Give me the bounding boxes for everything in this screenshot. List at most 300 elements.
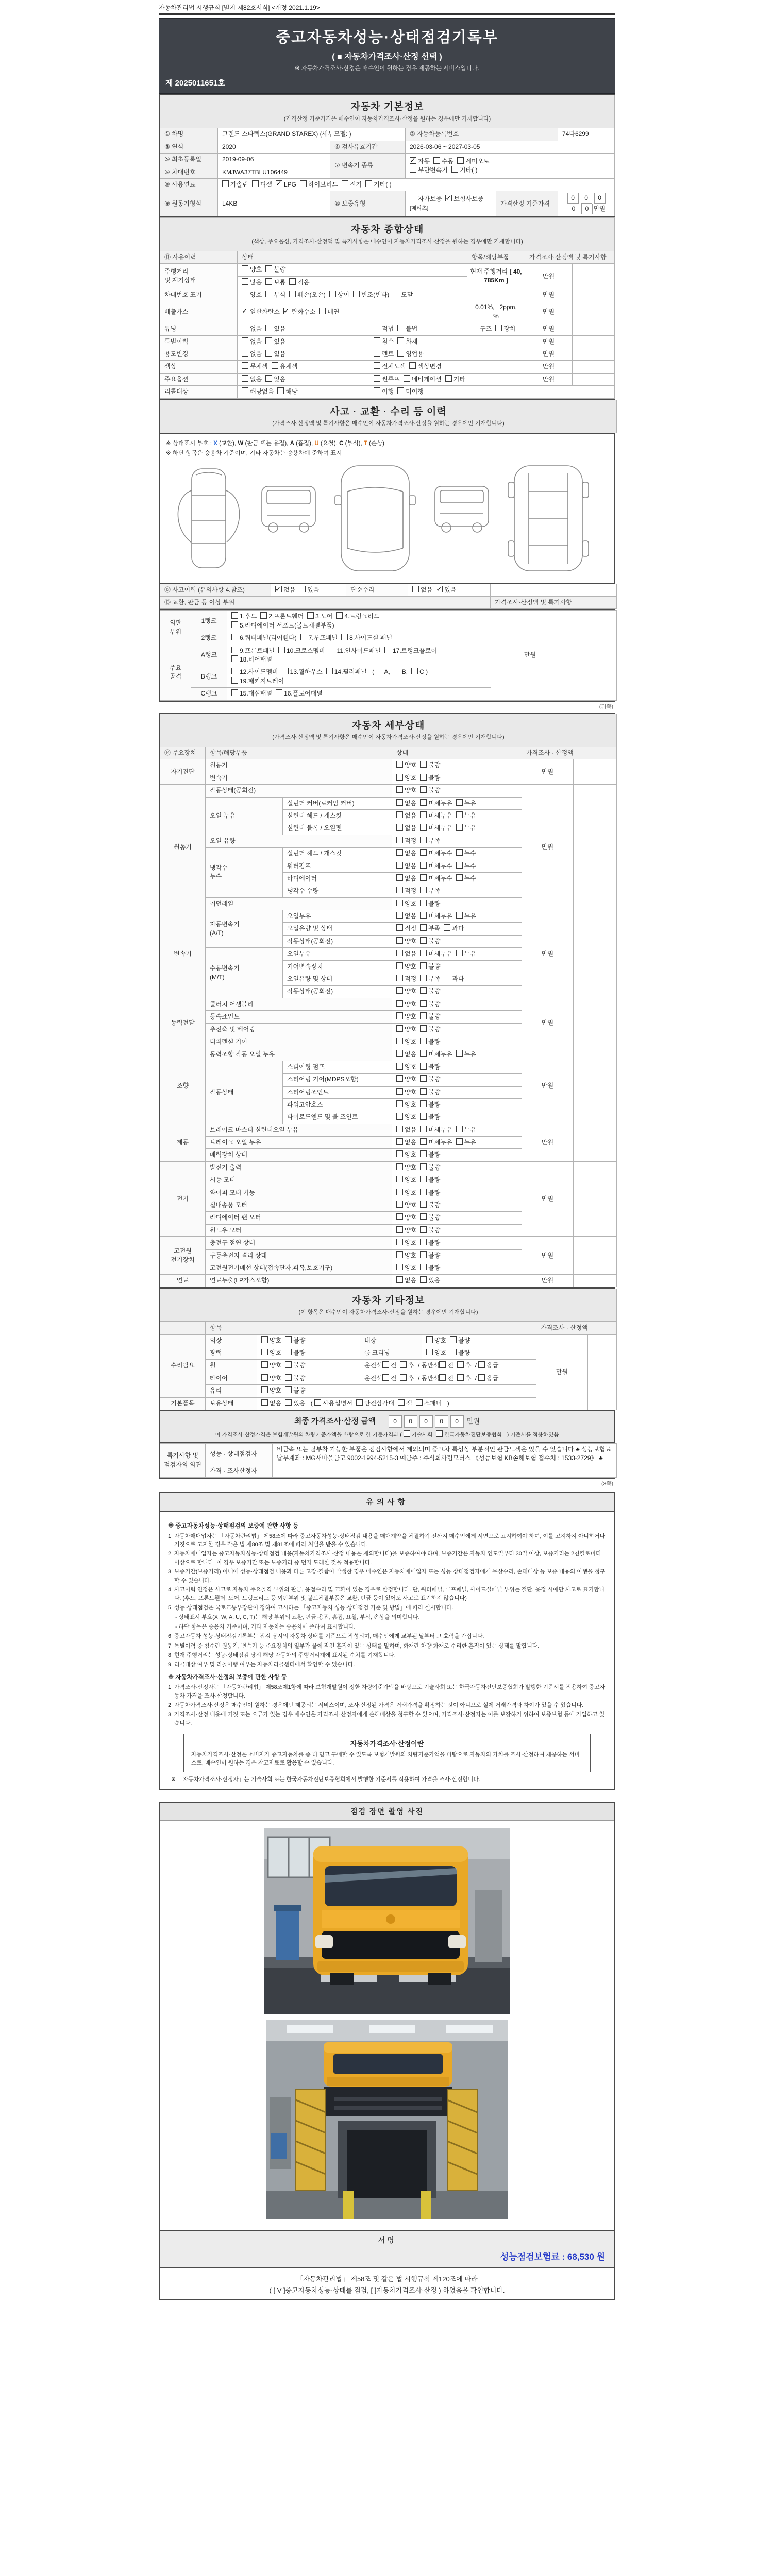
price-survey-info-box bbox=[183, 1734, 591, 1772]
checkbox-unchecked[interactable] bbox=[457, 1374, 464, 1381]
checkbox-unchecked[interactable] bbox=[231, 655, 238, 662]
checkbox-unchecked[interactable] bbox=[272, 362, 278, 369]
checkbox-unchecked[interactable] bbox=[329, 291, 336, 297]
checkbox-label: 양호 bbox=[270, 1387, 282, 1395]
checkbox-unchecked[interactable] bbox=[420, 1000, 427, 1007]
checkbox-unchecked[interactable] bbox=[396, 874, 403, 881]
form-cell bbox=[392, 910, 522, 923]
checkbox-unchecked[interactable] bbox=[420, 799, 427, 806]
checkbox-unchecked[interactable] bbox=[231, 668, 238, 674]
checkbox-unchecked[interactable] bbox=[420, 1100, 427, 1107]
checkbox-unchecked[interactable] bbox=[396, 824, 403, 831]
checkbox-checked[interactable] bbox=[445, 195, 452, 201]
checkbox-unchecked[interactable] bbox=[420, 1126, 427, 1132]
form-cell: 자동변속기 (A/T) bbox=[206, 910, 283, 948]
checkbox-unchecked[interactable] bbox=[439, 1374, 446, 1381]
form-cell bbox=[574, 785, 617, 910]
checkbox-label: 미세누수 bbox=[428, 850, 452, 857]
checkbox-unchecked[interactable] bbox=[396, 1025, 403, 1032]
checkbox-unchecked[interactable] bbox=[242, 387, 248, 394]
checkbox-unchecked[interactable] bbox=[420, 774, 427, 781]
form-cell bbox=[573, 335, 615, 348]
checkbox-unchecked[interactable] bbox=[260, 612, 267, 619]
checkbox-unchecked[interactable] bbox=[420, 1050, 427, 1057]
checkbox-label: 양호 bbox=[405, 1201, 417, 1209]
checkbox-label: 잭 bbox=[406, 1399, 412, 1407]
checkbox-unchecked[interactable] bbox=[396, 924, 403, 931]
checkbox-unchecked[interactable] bbox=[222, 180, 229, 187]
checkbox-unchecked[interactable] bbox=[394, 668, 400, 674]
checkbox-unchecked[interactable] bbox=[299, 586, 306, 592]
checkbox-label: 불량 bbox=[428, 1113, 441, 1121]
form-cell bbox=[574, 1237, 617, 1275]
group-self-diagnosis: 자기진단 bbox=[160, 759, 206, 785]
checkbox-unchecked[interactable] bbox=[261, 1386, 268, 1393]
checkbox-unchecked[interactable] bbox=[444, 975, 450, 981]
checkbox-unchecked[interactable] bbox=[276, 689, 282, 696]
label-base-price: 가격산정 기준가격 bbox=[496, 191, 558, 216]
checkbox-unchecked[interactable] bbox=[300, 634, 307, 640]
checkbox-unchecked[interactable] bbox=[365, 180, 372, 187]
checkbox-unchecked[interactable] bbox=[420, 1075, 427, 1082]
checkbox-unchecked[interactable] bbox=[285, 1399, 292, 1406]
checkbox-label: 불량 bbox=[428, 1063, 441, 1071]
form-cell bbox=[574, 1048, 617, 1124]
checkbox-unchecked[interactable] bbox=[265, 350, 272, 357]
checkbox-unchecked[interactable] bbox=[336, 612, 343, 619]
form-cell: 만원 bbox=[525, 348, 573, 361]
checkbox-unchecked[interactable] bbox=[252, 180, 259, 187]
checkbox-unchecked[interactable] bbox=[396, 937, 403, 944]
checkbox-unchecked[interactable] bbox=[289, 291, 296, 297]
checkbox-unchecked[interactable] bbox=[420, 1012, 427, 1019]
checkbox-checked[interactable] bbox=[242, 308, 248, 314]
checkbox-unchecked[interactable] bbox=[319, 308, 326, 314]
notice-heading: ※ 중고자동차성능·상태점검의 보증에 관한 사항 등 bbox=[168, 1523, 299, 1530]
checkbox-unchecked[interactable] bbox=[420, 975, 427, 981]
checkbox-unchecked[interactable] bbox=[396, 774, 403, 781]
form-cell: 라디에이터 팬 모터 bbox=[206, 1212, 392, 1224]
checkbox-unchecked[interactable] bbox=[396, 1163, 403, 1170]
checkbox-label: 부식 bbox=[274, 291, 286, 299]
checkbox-unchecked[interactable] bbox=[282, 668, 289, 674]
checkbox-unchecked[interactable] bbox=[341, 634, 348, 640]
checkbox-unchecked[interactable] bbox=[261, 1336, 268, 1343]
checkbox-unchecked[interactable] bbox=[396, 1138, 403, 1145]
checkbox-unchecked[interactable] bbox=[285, 1386, 292, 1393]
checkbox-unchecked[interactable] bbox=[285, 1374, 292, 1381]
signature-label: 서명 bbox=[378, 2235, 396, 2244]
label-model-year: ③ 연식 bbox=[160, 141, 218, 153]
checkbox-unchecked[interactable] bbox=[396, 1038, 403, 1044]
checkbox-unchecked[interactable] bbox=[420, 1163, 427, 1170]
checkbox-unchecked[interactable] bbox=[456, 1050, 463, 1057]
checkbox-unchecked[interactable] bbox=[445, 375, 452, 382]
checkbox-unchecked[interactable] bbox=[231, 621, 238, 628]
checkbox-unchecked[interactable] bbox=[396, 987, 403, 994]
checkbox-unchecked[interactable] bbox=[456, 950, 463, 956]
checkbox-checked[interactable] bbox=[275, 586, 282, 592]
checkbox-label: 3.도어 bbox=[315, 613, 333, 620]
checkbox-label: 14.필러패널 bbox=[334, 668, 367, 676]
checkbox-label: 5.라디에이터 서포트(볼트체결부품) bbox=[240, 621, 334, 629]
checkbox-unchecked[interactable] bbox=[374, 387, 380, 394]
form-cell: 오일 누유 bbox=[206, 797, 283, 835]
checkbox-label: 불량 bbox=[293, 1387, 306, 1395]
checkbox-unchecked[interactable] bbox=[242, 265, 248, 272]
checkbox-unchecked[interactable] bbox=[420, 1176, 427, 1182]
checkbox-unchecked[interactable] bbox=[420, 1088, 427, 1095]
label-fuel: ⑧ 사용연료 bbox=[160, 179, 218, 191]
checkbox-label: 누수 bbox=[464, 874, 476, 882]
checkbox-label: 네비게이션 bbox=[411, 375, 442, 383]
checkbox-unchecked[interactable] bbox=[265, 278, 272, 285]
checkbox-unchecked[interactable] bbox=[396, 887, 403, 893]
form-cell bbox=[467, 323, 525, 335]
form-cell: 파워고압호스 bbox=[283, 1098, 392, 1111]
checkbox-unchecked[interactable] bbox=[231, 677, 238, 684]
checkbox-unchecked[interactable] bbox=[242, 325, 248, 331]
checkbox-unchecked[interactable] bbox=[456, 824, 463, 831]
checkbox-unchecked[interactable] bbox=[420, 1113, 427, 1120]
checkbox-label: 양호 bbox=[405, 1214, 417, 1222]
form-cell bbox=[392, 973, 522, 986]
checkbox-unchecked[interactable] bbox=[396, 1264, 403, 1270]
checkbox-unchecked[interactable] bbox=[420, 912, 427, 919]
checkbox-unchecked[interactable] bbox=[396, 1276, 403, 1283]
col-price-note2: 가격조사·산정액 및 특기사항 bbox=[491, 596, 617, 608]
diagram-rear bbox=[435, 486, 489, 527]
row-options: 주요옵션 bbox=[160, 373, 238, 385]
checkbox-label: 썬루프 bbox=[382, 375, 400, 383]
section-title-basic: 자동차 기본정보 (가격산정 기준가격은 매수인이 자동차가격조사·산정을 원하는 경우에만 기재합니다) bbox=[160, 95, 615, 128]
checkbox-unchecked[interactable] bbox=[420, 1138, 427, 1145]
checkbox-unchecked[interactable] bbox=[420, 824, 427, 831]
checkbox-unchecked[interactable] bbox=[456, 849, 463, 856]
checkbox-unchecked[interactable] bbox=[439, 1361, 446, 1368]
form-cell bbox=[392, 1275, 522, 1287]
checkbox-unchecked[interactable] bbox=[420, 1226, 427, 1233]
checkbox-label: 불량 bbox=[428, 937, 441, 945]
checkbox-unchecked[interactable] bbox=[396, 811, 403, 818]
checkbox-unchecked[interactable] bbox=[314, 1399, 321, 1406]
checkbox-unchecked[interactable] bbox=[478, 1361, 485, 1368]
checkbox-unchecked[interactable] bbox=[353, 291, 360, 297]
checkbox-unchecked[interactable] bbox=[433, 157, 440, 164]
form-cell: 항목/해당부품 bbox=[206, 747, 392, 759]
checkbox-unchecked[interactable] bbox=[278, 647, 285, 653]
checkbox-label: 하이브리드 bbox=[308, 181, 338, 189]
form-cell bbox=[369, 386, 525, 398]
checkbox-label: 보통 bbox=[274, 278, 286, 286]
price-digit-box: 0 bbox=[404, 1415, 417, 1428]
checkbox-label: 부족 bbox=[428, 925, 441, 933]
checkbox-unchecked[interactable] bbox=[374, 350, 380, 357]
checkbox-unchecked[interactable] bbox=[398, 1399, 405, 1406]
checkbox-unchecked[interactable] bbox=[436, 1430, 443, 1437]
checkbox-unchecked[interactable] bbox=[420, 837, 427, 843]
checkbox-unchecked[interactable] bbox=[457, 1361, 464, 1368]
checkbox-unchecked[interactable] bbox=[396, 1113, 403, 1120]
checkbox-unchecked[interactable] bbox=[420, 1189, 427, 1195]
checkbox-unchecked[interactable] bbox=[374, 375, 380, 382]
checkbox-unchecked[interactable] bbox=[285, 1349, 292, 1355]
checkbox-unchecked[interactable] bbox=[420, 1213, 427, 1220]
checkbox-unchecked[interactable] bbox=[396, 1012, 403, 1019]
checkbox-unchecked[interactable] bbox=[396, 1176, 403, 1182]
checkbox-unchecked[interactable] bbox=[456, 1126, 463, 1132]
checkbox-unchecked[interactable] bbox=[410, 195, 416, 201]
checkbox-unchecked[interactable] bbox=[396, 1226, 403, 1233]
checkbox-unchecked[interactable] bbox=[420, 849, 427, 856]
checkbox-unchecked[interactable] bbox=[393, 291, 399, 297]
car-diagram bbox=[165, 460, 609, 577]
form-cell: 수동변속기 (M/T) bbox=[206, 948, 283, 998]
checkbox-unchecked[interactable] bbox=[242, 291, 248, 297]
checkbox-unchecked[interactable] bbox=[231, 689, 238, 696]
checkbox-unchecked[interactable] bbox=[397, 337, 404, 344]
checkbox-unchecked[interactable] bbox=[396, 1150, 403, 1157]
checkbox-unchecked[interactable] bbox=[420, 937, 427, 944]
form-cell: 없음 있음 ( 사용설명서 안전삼각대 잭 스패너 ) bbox=[257, 1397, 536, 1410]
checkbox-unchecked[interactable] bbox=[277, 387, 284, 394]
form-cell bbox=[392, 1098, 522, 1111]
checkbox-unchecked[interactable] bbox=[420, 1201, 427, 1208]
checkbox-label: 많음 bbox=[250, 278, 262, 286]
checkbox-label: 4.트렁크리드 bbox=[344, 613, 380, 620]
checkbox-unchecked[interactable] bbox=[285, 1336, 292, 1343]
checkbox-unchecked[interactable] bbox=[397, 325, 404, 331]
checkbox-unchecked[interactable] bbox=[374, 337, 380, 344]
checkbox-unchecked[interactable] bbox=[265, 291, 272, 297]
checkbox-unchecked[interactable] bbox=[242, 362, 248, 369]
checkbox-label: 양호 bbox=[250, 266, 262, 274]
checkbox-unchecked[interactable] bbox=[265, 337, 272, 344]
form-cell: 룸 크리닝 bbox=[360, 1347, 422, 1360]
form-cell bbox=[238, 348, 369, 361]
checkbox-unchecked[interactable] bbox=[265, 265, 272, 272]
checkbox-unchecked[interactable] bbox=[420, 887, 427, 893]
notice-line: 2. 자동차가격조사·산정은 매수인이 원하는 경우에만 제공되는 서비스이며, 조사·산정된 가격은 거래가격을 확정하는 것이 아니므로 실제 거래가격과 차이가 있을 수 있습니다. bbox=[168, 1702, 584, 1709]
checkbox-unchecked[interactable] bbox=[420, 1276, 427, 1283]
checkbox-unchecked[interactable] bbox=[396, 1213, 403, 1220]
checkbox-label: 누수 bbox=[464, 850, 476, 857]
inspection-photo-1 bbox=[264, 1828, 510, 2014]
checkbox-unchecked[interactable] bbox=[396, 1201, 403, 1208]
checkbox-unchecked[interactable] bbox=[289, 278, 296, 285]
checkbox-label: 적정 bbox=[405, 975, 417, 983]
checkbox-unchecked[interactable] bbox=[420, 1264, 427, 1270]
checkbox-unchecked[interactable] bbox=[231, 647, 238, 653]
checkbox-unchecked[interactable] bbox=[456, 811, 463, 818]
checkbox-unchecked[interactable] bbox=[382, 1361, 389, 1368]
form-cell bbox=[238, 386, 369, 398]
checkbox-unchecked[interactable] bbox=[396, 837, 403, 843]
checkbox-unchecked[interactable] bbox=[420, 761, 427, 768]
checkbox-unchecked[interactable] bbox=[426, 1349, 433, 1355]
checkbox-unchecked[interactable] bbox=[329, 647, 335, 653]
checkbox-unchecked[interactable] bbox=[416, 1399, 423, 1406]
checkbox-unchecked[interactable] bbox=[376, 668, 382, 674]
checkbox-label: 있음 bbox=[274, 350, 286, 358]
checkbox-unchecked[interactable] bbox=[420, 1063, 427, 1070]
checkbox-checked[interactable] bbox=[283, 308, 290, 314]
form-cell bbox=[392, 1048, 522, 1061]
checkbox-unchecked[interactable] bbox=[396, 1239, 403, 1245]
checkbox-checked[interactable] bbox=[276, 180, 282, 187]
checkbox-unchecked[interactable] bbox=[396, 799, 403, 806]
checkbox-label: 누유 bbox=[464, 1050, 476, 1058]
checkbox-unchecked[interactable] bbox=[396, 975, 403, 981]
checkbox-unchecked[interactable] bbox=[242, 337, 248, 344]
checkbox-unchecked[interactable] bbox=[265, 375, 272, 382]
checkbox-unchecked[interactable] bbox=[307, 612, 314, 619]
checkbox-unchecked[interactable] bbox=[396, 950, 403, 956]
checkbox-unchecked[interactable] bbox=[404, 1430, 410, 1437]
checkbox-unchecked[interactable] bbox=[472, 325, 478, 331]
checkbox-unchecked[interactable] bbox=[420, 1025, 427, 1032]
checkbox-unchecked[interactable] bbox=[242, 375, 248, 382]
checkbox-unchecked[interactable] bbox=[374, 362, 380, 369]
checkbox-label: 전기 bbox=[349, 181, 362, 189]
checkbox-unchecked[interactable] bbox=[356, 1399, 363, 1406]
checkbox-unchecked[interactable] bbox=[231, 634, 238, 640]
checkbox-unchecked[interactable] bbox=[342, 180, 348, 187]
checkbox-unchecked[interactable] bbox=[420, 874, 427, 881]
section-title-overall: 자동차 종합상태 (색상, 주요옵션, 가격조사·산정액 및 특기사항은 매수인이 자동차가격조사·산정을 원하는 경우에만 기재합니다) bbox=[160, 218, 615, 251]
checkbox-unchecked[interactable] bbox=[400, 1374, 407, 1381]
checkbox-unchecked[interactable] bbox=[420, 950, 427, 956]
checkbox-label: 양호 bbox=[405, 1000, 417, 1008]
checkbox-unchecked[interactable] bbox=[396, 900, 403, 906]
checkbox-unchecked[interactable] bbox=[396, 1100, 403, 1107]
form-cell bbox=[392, 1224, 522, 1236]
form-cell: 동력조향 작동 오일 누유 bbox=[206, 1048, 392, 1061]
checkbox-unchecked[interactable] bbox=[397, 387, 404, 394]
checkbox-unchecked[interactable] bbox=[410, 166, 416, 173]
checkbox-unchecked[interactable] bbox=[261, 1399, 268, 1406]
checkbox-unchecked[interactable] bbox=[242, 350, 248, 357]
checkbox-unchecked[interactable] bbox=[404, 375, 410, 382]
checkbox-unchecked[interactable] bbox=[326, 668, 333, 674]
form-cell: 오일 유량 bbox=[206, 835, 392, 847]
checkbox-unchecked[interactable] bbox=[396, 761, 403, 768]
checkbox-unchecked[interactable] bbox=[456, 912, 463, 919]
checkbox-unchecked[interactable] bbox=[265, 325, 272, 331]
form-cell: 클러치 어셈블리 bbox=[206, 998, 392, 1010]
checkbox-unchecked[interactable] bbox=[396, 1251, 403, 1258]
checkbox-unchecked[interactable] bbox=[300, 180, 307, 187]
checkbox-unchecked[interactable] bbox=[396, 786, 403, 793]
checkbox-unchecked[interactable] bbox=[285, 1361, 292, 1368]
form-cell bbox=[422, 1347, 536, 1360]
checkbox-unchecked[interactable] bbox=[451, 166, 458, 173]
checkbox-checked[interactable] bbox=[410, 157, 416, 164]
checkbox-unchecked[interactable] bbox=[420, 900, 427, 906]
checkbox-unchecked[interactable] bbox=[396, 849, 403, 856]
checkbox-unchecked[interactable] bbox=[396, 1075, 403, 1082]
checkbox-unchecked[interactable] bbox=[420, 1239, 427, 1245]
checkbox-unchecked[interactable] bbox=[261, 1349, 268, 1355]
form-cell bbox=[160, 1322, 206, 1334]
checkbox-unchecked[interactable] bbox=[456, 862, 463, 869]
checkbox-unchecked[interactable] bbox=[420, 1251, 427, 1258]
checkbox-label: 있음 bbox=[274, 375, 286, 383]
form-cell bbox=[588, 1334, 617, 1410]
checkbox-checked[interactable] bbox=[436, 586, 443, 592]
checkbox-unchecked[interactable] bbox=[495, 325, 502, 331]
checkbox-unchecked[interactable] bbox=[400, 1361, 407, 1368]
checkbox-unchecked[interactable] bbox=[242, 278, 248, 285]
form-cell bbox=[392, 986, 522, 998]
checkbox-label: 보험사보증 bbox=[453, 195, 484, 203]
checkbox-unchecked[interactable] bbox=[420, 987, 427, 994]
checkbox-label: 없음 bbox=[405, 824, 417, 832]
checkbox-unchecked[interactable] bbox=[420, 1038, 427, 1044]
checkbox-unchecked[interactable] bbox=[412, 586, 419, 592]
checkbox-label: 전 bbox=[390, 1362, 397, 1369]
checkbox-unchecked[interactable] bbox=[409, 362, 416, 369]
notice-title: 유의사항 bbox=[159, 1492, 615, 1512]
form-cell bbox=[392, 785, 522, 797]
checkbox-unchecked[interactable] bbox=[456, 799, 463, 806]
checkbox-unchecked[interactable] bbox=[411, 668, 418, 674]
group-brake: 제동 bbox=[160, 1124, 206, 1161]
checkbox-unchecked[interactable] bbox=[396, 862, 403, 869]
checkbox-unchecked[interactable] bbox=[420, 811, 427, 818]
checkbox-label: 양호 bbox=[405, 1113, 417, 1121]
checkbox-unchecked[interactable] bbox=[384, 647, 391, 653]
checkbox-unchecked[interactable] bbox=[382, 1374, 389, 1381]
form-cell bbox=[392, 1086, 522, 1098]
checkbox-unchecked[interactable] bbox=[396, 1063, 403, 1070]
checkbox-unchecked[interactable] bbox=[456, 1138, 463, 1145]
checkbox-unchecked[interactable] bbox=[420, 924, 427, 931]
form-cell bbox=[392, 1249, 522, 1262]
checkbox-unchecked[interactable] bbox=[420, 962, 427, 969]
checkbox-unchecked[interactable] bbox=[420, 862, 427, 869]
checkbox-unchecked[interactable] bbox=[396, 1088, 403, 1095]
checkbox-unchecked[interactable] bbox=[450, 1349, 457, 1355]
checkbox-unchecked[interactable] bbox=[444, 924, 450, 931]
checkbox-unchecked[interactable] bbox=[396, 1000, 403, 1007]
form-cell: 만원 bbox=[491, 611, 569, 700]
checkbox-label: 적정 bbox=[405, 837, 417, 844]
checkbox-unchecked[interactable] bbox=[396, 912, 403, 919]
checkbox-unchecked[interactable] bbox=[456, 874, 463, 881]
form-cell: 실린더 커버(로커암 커버) bbox=[283, 797, 392, 809]
checkbox-unchecked[interactable] bbox=[374, 325, 380, 331]
checkbox-unchecked[interactable] bbox=[396, 962, 403, 969]
checkbox-unchecked[interactable] bbox=[396, 1050, 403, 1057]
form-cell: 원동기 bbox=[206, 759, 392, 772]
checkbox-unchecked[interactable] bbox=[396, 1189, 403, 1195]
checkbox-unchecked[interactable] bbox=[457, 157, 464, 164]
checkbox-unchecked[interactable] bbox=[231, 612, 238, 619]
checkbox-unchecked[interactable] bbox=[261, 1361, 268, 1368]
checkbox-unchecked[interactable] bbox=[420, 1150, 427, 1157]
checkbox-unchecked[interactable] bbox=[426, 1336, 433, 1343]
checkbox-unchecked[interactable] bbox=[397, 350, 404, 357]
checkbox-unchecked[interactable] bbox=[396, 1126, 403, 1132]
checkbox-unchecked[interactable] bbox=[450, 1336, 457, 1343]
checkbox-unchecked[interactable] bbox=[261, 1374, 268, 1381]
group-repair-needed: 수리필요 bbox=[160, 1334, 206, 1397]
checkbox-unchecked[interactable] bbox=[420, 786, 427, 793]
checkbox-label: 누유 bbox=[464, 799, 476, 807]
checkbox-unchecked[interactable] bbox=[478, 1374, 485, 1381]
form-cell bbox=[574, 910, 617, 998]
